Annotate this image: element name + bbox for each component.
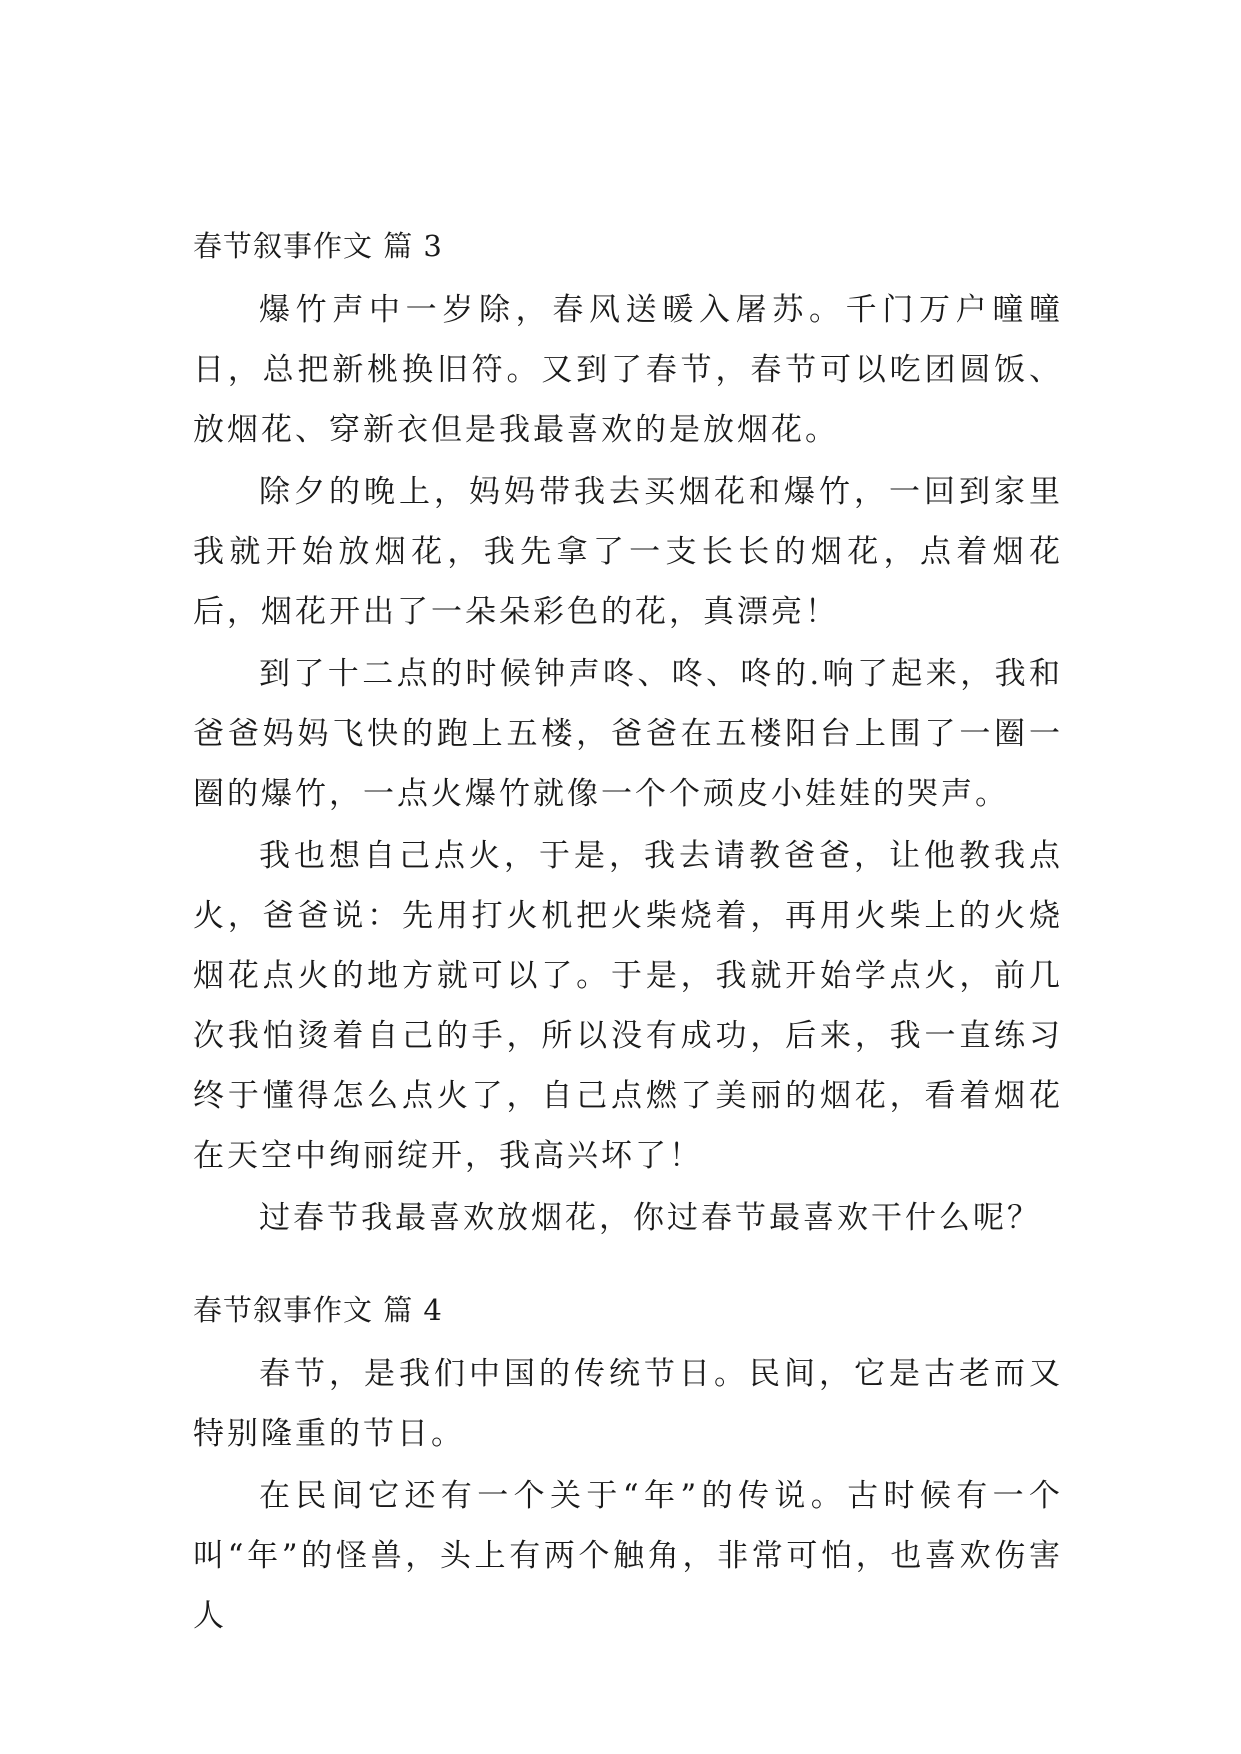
section-spacer (193, 1250, 1063, 1286)
essay-section-4 (193, 1286, 1063, 1646)
paragraph: 爆竹声中一岁除，春风送暖入屠苏。千门万户曈曈日，总把新桃换旧符。又到了春节，春节可以吃团圆饭、放烟花、穿新衣但是我最喜欢的是放烟花。 (193, 292, 1063, 448)
paragraph: 我也想自己点火，于是，我去请教爸爸，让他教我点火，爸爸说：先用打火机把火柴烧着，再用火柴上的火烧烟花点火的地方就可以了。于是，我就开始学点火，前几次我怕烫着自己的手，所以没有成功，后来，我一直练习终于懂得怎么点火了，自己点燃了美丽的烟花，看着烟花在天空中绚丽绽开，我高兴坏了！ (193, 838, 1063, 1174)
paragraph: 除夕的晚上，妈妈带我去买烟花和爆竹，一回到家里我就开始放烟花，我先拿了一支长长的烟花，点着烟花后，烟花开出了一朵朵彩色的花，真漂亮！ (193, 474, 1063, 630)
paragraph: 在民间它还有一个关于“年”的传说。古时候有一个叫“年”的怪兽，头上有两个触角，非常可怕，也喜欢伤害人 (193, 1478, 1063, 1634)
document-page (193, 222, 1063, 1648)
essay-section-3 (193, 222, 1063, 1248)
paragraph: 到了十二点的时候钟声咚、咚、咚的.响了起来，我和爸爸妈妈飞快的跑上五楼，爸爸在五楼阳台上围了一圈一圈的爆竹，一点火爆竹就像一个个顽皮小娃娃的哭声。 (193, 656, 1063, 812)
paragraph: 过春节我最喜欢放烟花，你过春节最喜欢干什么呢？ (259, 1200, 1041, 1236)
essay-title: 春节叙事作文 篇 3 (193, 229, 443, 263)
paragraph: 春节，是我们中国的传统节日。民间，它是古老而又特别隆重的节日。 (193, 1356, 1063, 1452)
essay-title: 春节叙事作文 篇 4 (193, 1293, 443, 1327)
